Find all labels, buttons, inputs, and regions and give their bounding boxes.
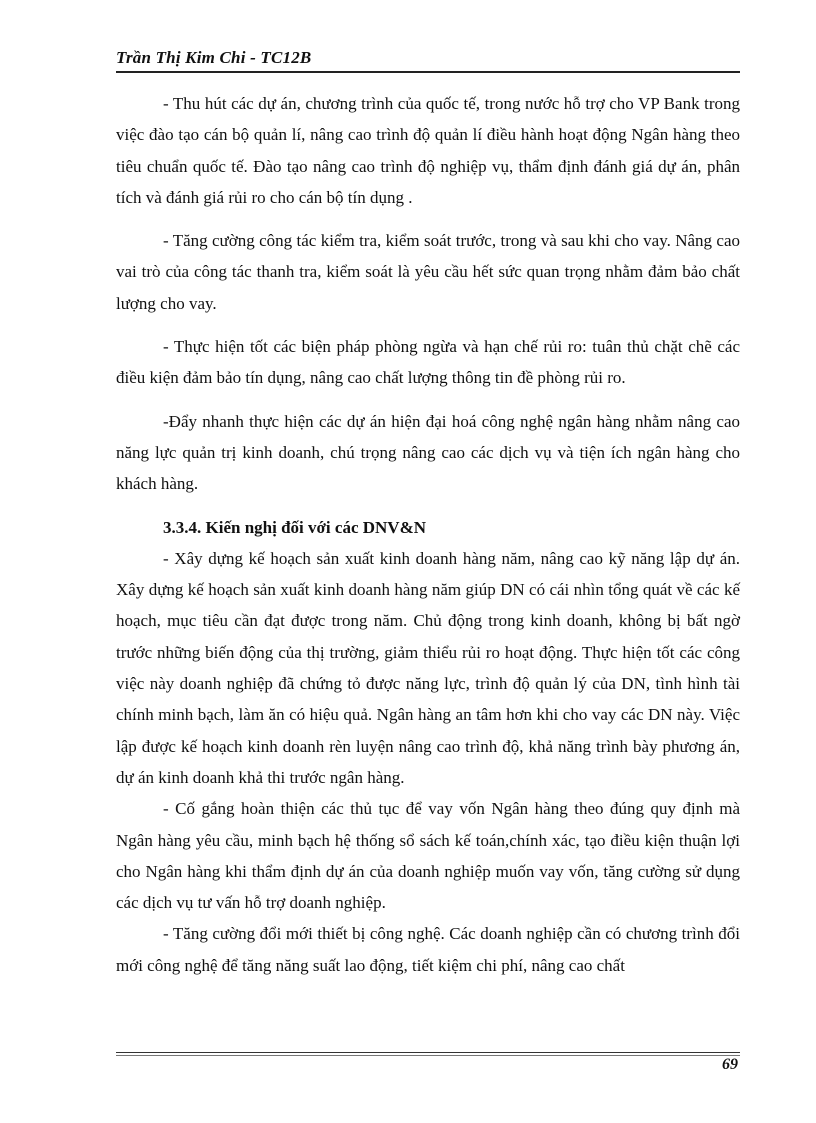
paragraph-2: - Tăng cường công tác kiểm tra, kiểm soát trước, trong và sau khi cho vay. Nâng cao vai trò của công tác thanh tra, kiểm soát là yêu cầu hết sức quan trọng nhằm đảm bảo chất lượng cho vay. (116, 231, 740, 313)
section-paragraph-2: - Cố gắng hoàn thiện các thủ tục để vay vốn Ngân hàng theo đúng quy định mà Ngân hàng yêu cầu, minh bạch hệ thống sổ sách kế toán,chính xác, tạo điều kiện thuận lợi cho Ngân hàng khi thẩm định dự án của doanh nghiệp muốn vay vốn, tăng cường sử dụng các dịch vụ tư vấn hỗ trợ doanh nghiệp. (116, 799, 740, 913)
section-heading: 3.3.4. Kiến nghị đối với các DNV&N (163, 517, 427, 537)
section-paragraph-3: - Tăng cường đổi mới thiết bị công nghệ. Các doanh nghiệp cần có chương trình đổi mới công nghệ để tăng năng suất lao động, tiết kiệm chi phí, nâng cao chất (116, 924, 740, 975)
document-body (116, 88, 740, 981)
footer-rule (116, 1052, 740, 1053)
page-header (116, 48, 740, 74)
section-paragraph-1: - Xây dựng kế hoạch sản xuất kinh doanh hàng năm, nâng cao kỹ năng lập dự án. Xây dựng kế hoạch sản xuất kinh doanh hàng năm giúp DN có cái nhìn tổng quát về các kế hoạch, mục tiêu cần đạt được trong năm. Chủ động trong kinh doanh, không bị bất ngờ trước những biến động của thị trường, giảm thiểu rủi ro hoạt động. Thực hiện tốt các công việc này doanh nghiệp đã chứng tỏ được năng lực, trình độ quản lý của DN, tình hình tài chính minh bạch, làm ăn có hiệu quả. Ngân hàng an tâm hơn khi cho vay các DN này. Việc lập được kế hoạch kinh doanh rèn luyện nâng cao trình độ, khả năng trình bày phương án, dự án kinh doanh khả thi trước ngân hàng. (116, 548, 740, 787)
paragraph-3: - Thực hiện tốt các biện pháp phòng ngừa và hạn chế rủi ro: tuân thủ chặt chẽ các điều kiện đảm bảo tín dụng, nâng cao chất lượng thông tin đề phòng rủi ro. (116, 337, 740, 388)
header-title: Trần Thị Kim Chi - TC12B (116, 48, 312, 67)
paragraph-4: -Đẩy nhanh thực hiện các dự án hiện đại hoá công nghệ ngân hàng nhằm nâng cao năng lực quản trị kinh doanh, chú trọng nâng cao các dịch vụ và tiện ích ngân hàng cho khách hàng. (116, 411, 740, 494)
footer-rule-secondary (116, 1055, 740, 1056)
page-number: 69 (722, 1056, 738, 1073)
header-rule (116, 71, 740, 73)
paragraph-1: - Thu hút các dự án, chương trình của quốc tế, trong nước hỗ trợ cho VP Bank trong việc đào tạo cán bộ quản lí, nâng cao trình độ quản lí điều hành hoạt động Ngân hàng theo tiêu chuẩn quốc tế. Đào tạo nâng cao trình độ nghiệp vụ, thẩm định đánh giá dự án, phân tích và đánh giá rủi ro cho cán bộ tín dụng . (116, 94, 740, 207)
